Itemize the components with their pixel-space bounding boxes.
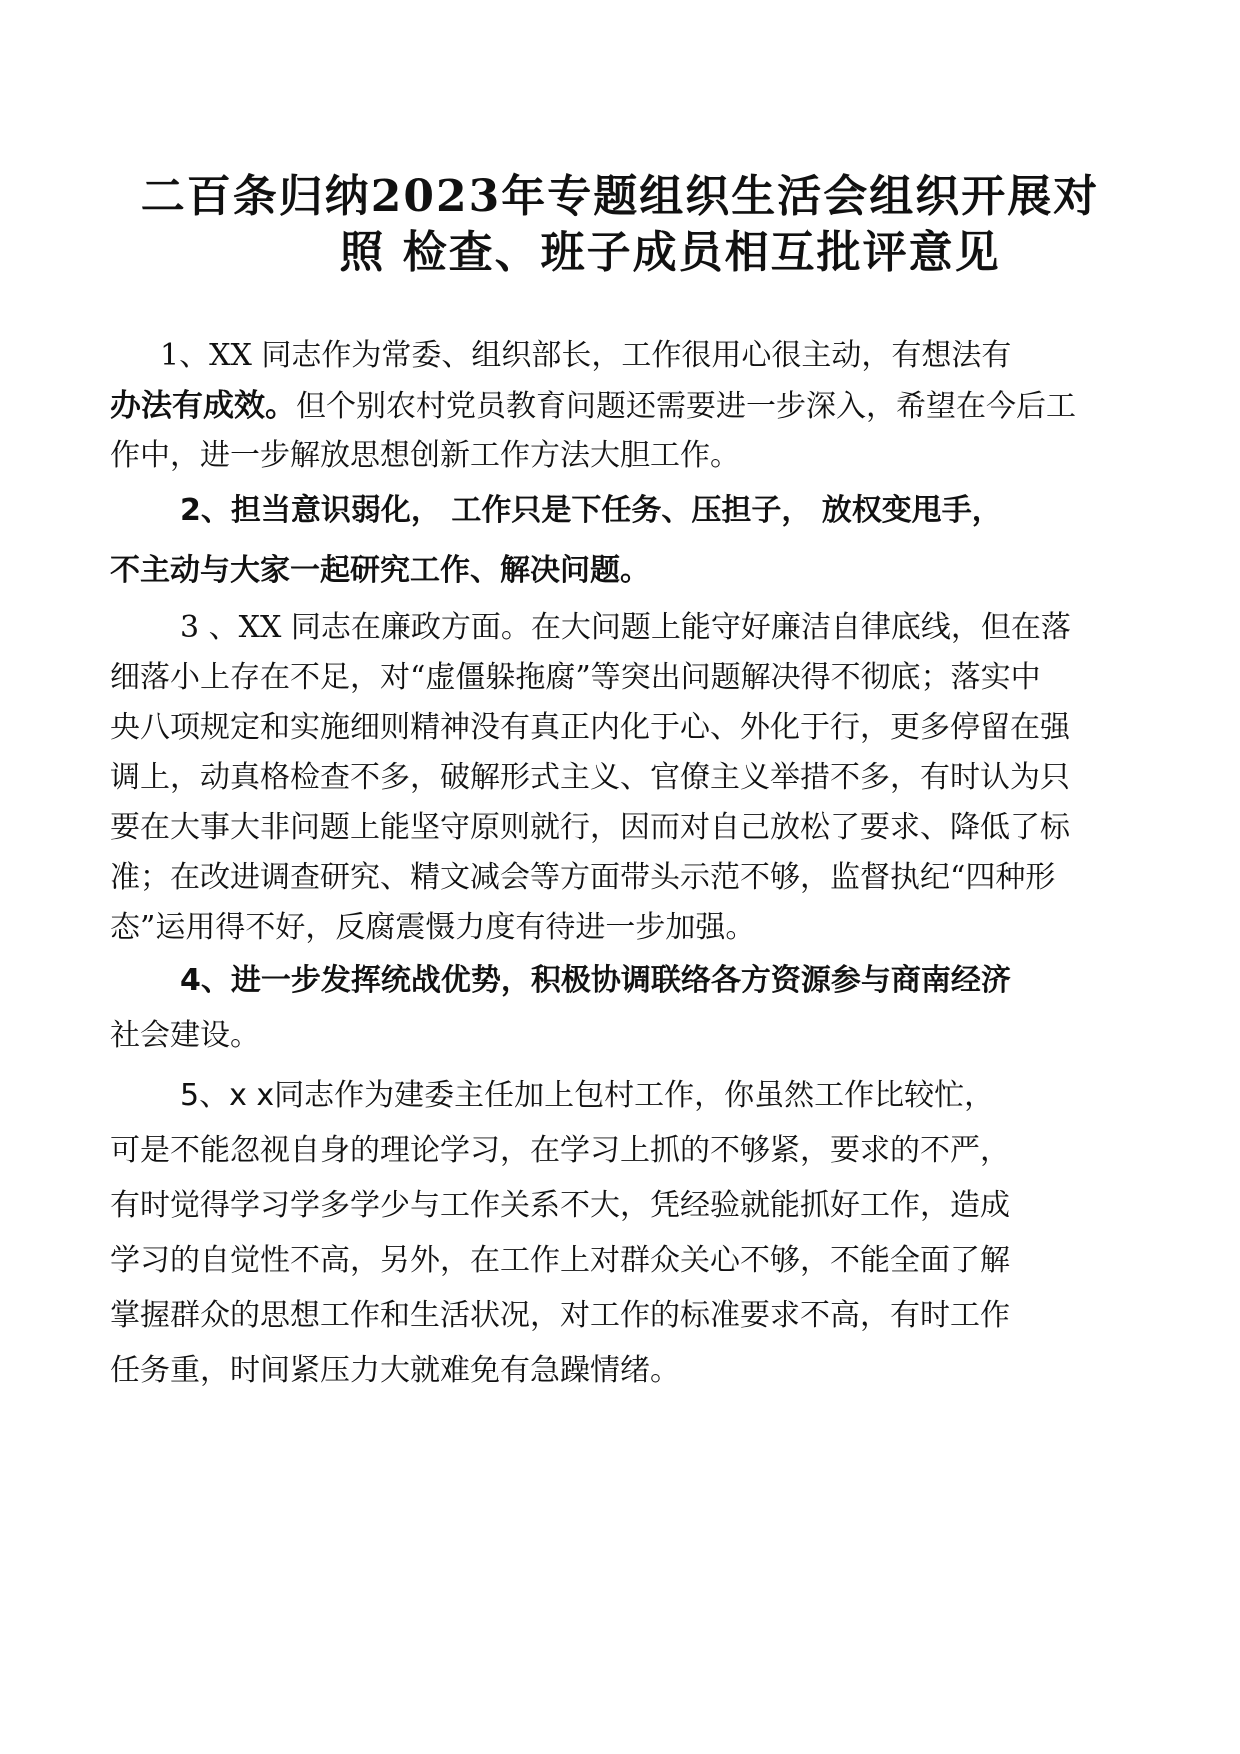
paragraph-5-line-5: 掌握群众的思想工作和生活状况，对工作的标准要求不高，有时工作 xyxy=(110,1298,1010,1333)
paragraph-4 xyxy=(110,955,1130,1065)
paragraph-3-line-1: 3 、XX 同志在廉政方面。在大问题上能守好廉洁自律底线，但在落 xyxy=(180,610,1071,645)
paragraph-5-line-6: 任务重，时间紧压力大就难免有急躁情绪。 xyxy=(110,1353,680,1388)
paragraph-2-line-2: 不主动与大家一起研究工作、解决问题。 xyxy=(110,553,650,588)
paragraph-3-line-2: 细落小上存在不足，对“虚僵躲拖腐”等突出问题解决得不彻底；落实中 xyxy=(110,660,1041,695)
paragraph-1 xyxy=(110,330,1130,480)
document-title-line-1: 二百条归纳2023年专题组织生活会组织开展对 xyxy=(140,171,1100,222)
paragraph-5-line-4: 学习的自觉性不高，另外，在工作上对群众关心不够，不能全面了解 xyxy=(110,1243,1010,1278)
paragraph-5-line-3: 有时觉得学习学多学少与工作关系不大，凭经验就能抓好工作，造成 xyxy=(110,1188,1010,1223)
paragraph-3-line-3: 央八项规定和实施细则精神没有真正内化于心、外化于行，更多停留在强 xyxy=(110,710,1070,745)
paragraph-3-line-7: 态”运用得不好，反腐震慑力度有待进一步加强。 xyxy=(110,910,756,945)
paragraph-1-line-2-text: 但个别农村党员教育问题还需要进一步深入，希望在今后工 xyxy=(296,389,1076,424)
paragraph-1-line-1: 1、XX 同志作为常委、组织部长，工作很用心很主动，有想法有 xyxy=(160,338,1012,373)
paragraph-3-line-4: 调上，动真格检查不多，破解形式主义、官僚主义举措不多，有时认为只 xyxy=(110,760,1070,795)
paragraph-2 xyxy=(110,485,1130,595)
paragraph-2-line-1: 2、担当意识弱化， 工作只是下任务、压担子， 放权变甩手， xyxy=(180,493,1002,528)
paragraph-5-line-2: 可是不能忽视自身的理论学习，在学习上抓的不够紧，要求的不严， xyxy=(110,1133,1010,1168)
document-title-line-2: 照 检查、班子成员相互批评意见 xyxy=(339,227,1001,278)
paragraph-4-line-1: 4、进一步发挥统战优势，积极协调联络各方资源参与商南经济 xyxy=(180,963,1011,998)
paragraph-3-line-6: 准；在改进调查研究、精文减会等方面带头示范不够，监督执纪“四种形 xyxy=(110,860,1056,895)
paragraph-1-bold-text: 办法有成效。 xyxy=(110,388,296,424)
paragraph-5 xyxy=(110,1070,1130,1400)
paragraph-3-line-5: 要在大事大非问题上能坚守原则就行，因而对自己放松了要求、降低了标 xyxy=(110,810,1070,845)
paragraph-1-line-2 xyxy=(110,380,1076,425)
paragraph-1-line-3: 作中，进一步解放思想创新工作方法大胆工作。 xyxy=(110,438,740,473)
paragraph-3 xyxy=(110,602,1130,962)
paragraph-5-line-1: 5、x x同志作为建委主任加上包村工作，你虽然工作比较忙， xyxy=(180,1078,995,1113)
paragraph-4-line-2: 社会建设。 xyxy=(110,1018,260,1053)
